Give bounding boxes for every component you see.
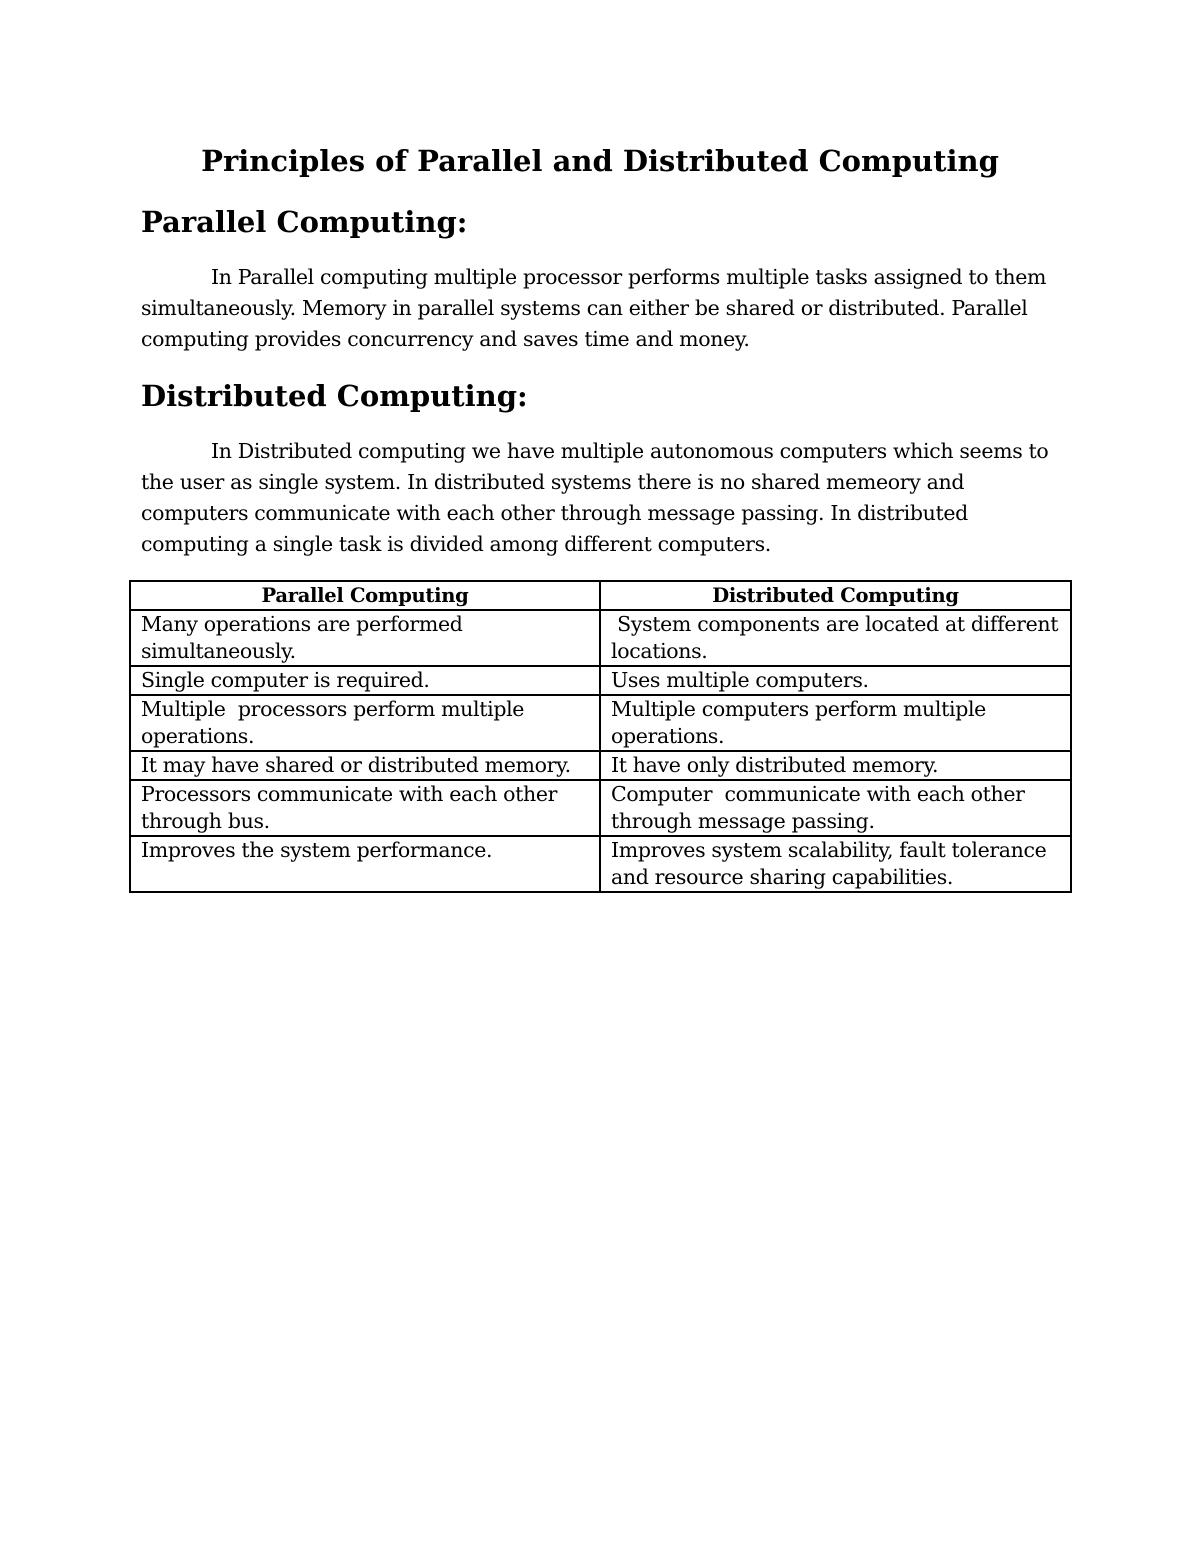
page-title: Principles of Parallel and Distributed Computing xyxy=(201,144,999,178)
table-cell: System components are located at different locations. xyxy=(600,610,1071,666)
table-row xyxy=(130,780,1071,836)
table-cell: Improves system scalability, fault tolerance and resource sharing capabilities. xyxy=(600,836,1071,892)
paragraph-distributed: In Distributed computing we have multiple autonomous computers which seems to the user as single system. In distributed systems there is no shared memeory and computers communicate with each other through message passing. In distributed computing a single task is divided among different computers. xyxy=(141,439,1049,556)
table-header-row xyxy=(130,581,1071,610)
column-header-distributed: Distributed Computing xyxy=(600,581,1071,610)
table-cell: It may have shared or distributed memory. xyxy=(130,751,600,780)
section-heading-distributed: Distributed Computing: xyxy=(141,379,528,413)
table-row xyxy=(130,610,1071,666)
table-cell: Multiple processors perform multiple operations. xyxy=(130,695,600,751)
table-cell: Uses multiple computers. xyxy=(600,666,1071,695)
table-row xyxy=(130,666,1071,695)
table-cell: Improves the system performance. xyxy=(130,836,600,892)
table-cell: Computer communicate with each other through message passing. xyxy=(600,780,1071,836)
table-row xyxy=(130,695,1071,751)
table-row xyxy=(130,836,1071,892)
table-row xyxy=(130,751,1071,780)
table-cell: Multiple computers perform multiple operations. xyxy=(600,695,1071,751)
table-cell: Processors communicate with each other through bus. xyxy=(130,780,600,836)
table-cell: It have only distributed memory. xyxy=(600,751,1071,780)
section-heading-parallel: Parallel Computing: xyxy=(141,205,468,239)
comparison-table xyxy=(129,580,1072,893)
table-cell: Single computer is required. xyxy=(130,666,600,695)
paragraph-parallel: In Parallel computing multiple processor performs multiple tasks assigned to them simultaneously. Memory in parallel systems can either be shared or distributed. Parallel computing provides concurrency and saves time and money. xyxy=(141,265,1047,351)
column-header-parallel: Parallel Computing xyxy=(130,581,600,610)
table-cell: Many operations are performed simultaneously. xyxy=(130,610,600,666)
